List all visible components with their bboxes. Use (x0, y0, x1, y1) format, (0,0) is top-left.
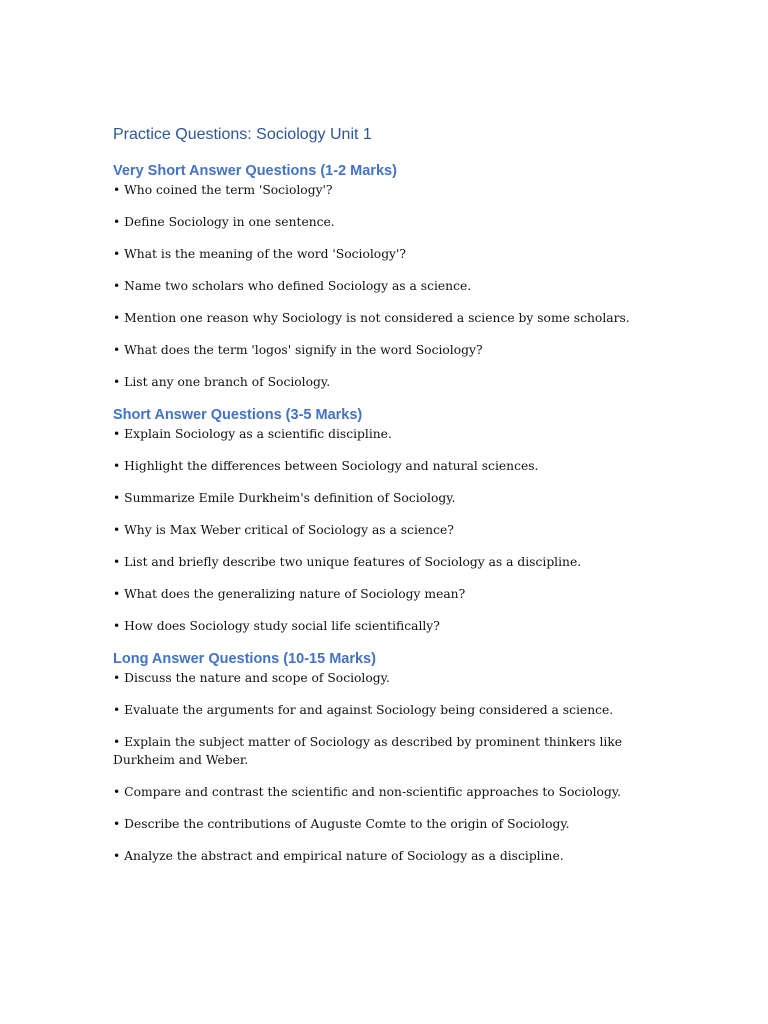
question-item: • How does Sociology study social life scientifically? (113, 619, 440, 633)
question-item: • List and briefly describe two unique features of Sociology as a discipline. (113, 555, 582, 569)
question-item: • Define Sociology in one sentence. (113, 215, 335, 229)
question-item: • Evaluate the arguments for and against Sociology being considered a science. (113, 703, 614, 717)
question-item: • Explain the subject matter of Sociology as described by prominent thinkers like Durkheim and Weber. (113, 735, 623, 767)
question-item: • Mention one reason why Sociology is not considered a science by some scholars. (113, 311, 630, 325)
question-item: • Describe the contributions of Auguste Comte to the origin of Sociology. (113, 817, 570, 831)
question-item: • Name two scholars who defined Sociology as a science. (113, 279, 472, 293)
question-item: • List any one branch of Sociology. (113, 375, 331, 389)
question-item: • Discuss the nature and scope of Sociology. (113, 671, 390, 685)
section-heading: Very Short Answer Questions (1-2 Marks) (113, 163, 397, 179)
question-list (113, 181, 673, 391)
question-item: • Why is Max Weber critical of Sociology as a science? (113, 523, 454, 537)
question-item: • Summarize Emile Durkheim's definition of Sociology. (113, 491, 456, 505)
section-heading: Short Answer Questions (3-5 Marks) (113, 407, 363, 423)
question-item: • What does the generalizing nature of Sociology mean? (113, 587, 466, 601)
question-item: • Compare and contrast the scientific and non-scientific approaches to Sociology. (113, 785, 622, 799)
question-item: • Analyze the abstract and empirical nature of Sociology as a discipline. (113, 849, 564, 863)
question-item: • Highlight the differences between Sociology and natural sciences. (113, 459, 539, 473)
question-list (113, 425, 673, 635)
section-long-answer (113, 649, 673, 865)
section-short-answer (113, 405, 673, 635)
question-item: • Who coined the term 'Sociology'? (113, 183, 333, 197)
question-item: • Explain Sociology as a scientific discipline. (113, 427, 392, 441)
document-page (113, 124, 673, 865)
question-item: • What does the term 'logos' signify in the word Sociology? (113, 343, 483, 357)
question-item: • What is the meaning of the word 'Sociology'? (113, 247, 406, 261)
question-list (113, 669, 673, 865)
section-heading: Long Answer Questions (10-15 Marks) (113, 651, 376, 667)
section-very-short-answer (113, 161, 673, 391)
document-title: Practice Questions: Sociology Unit 1 (113, 126, 372, 143)
